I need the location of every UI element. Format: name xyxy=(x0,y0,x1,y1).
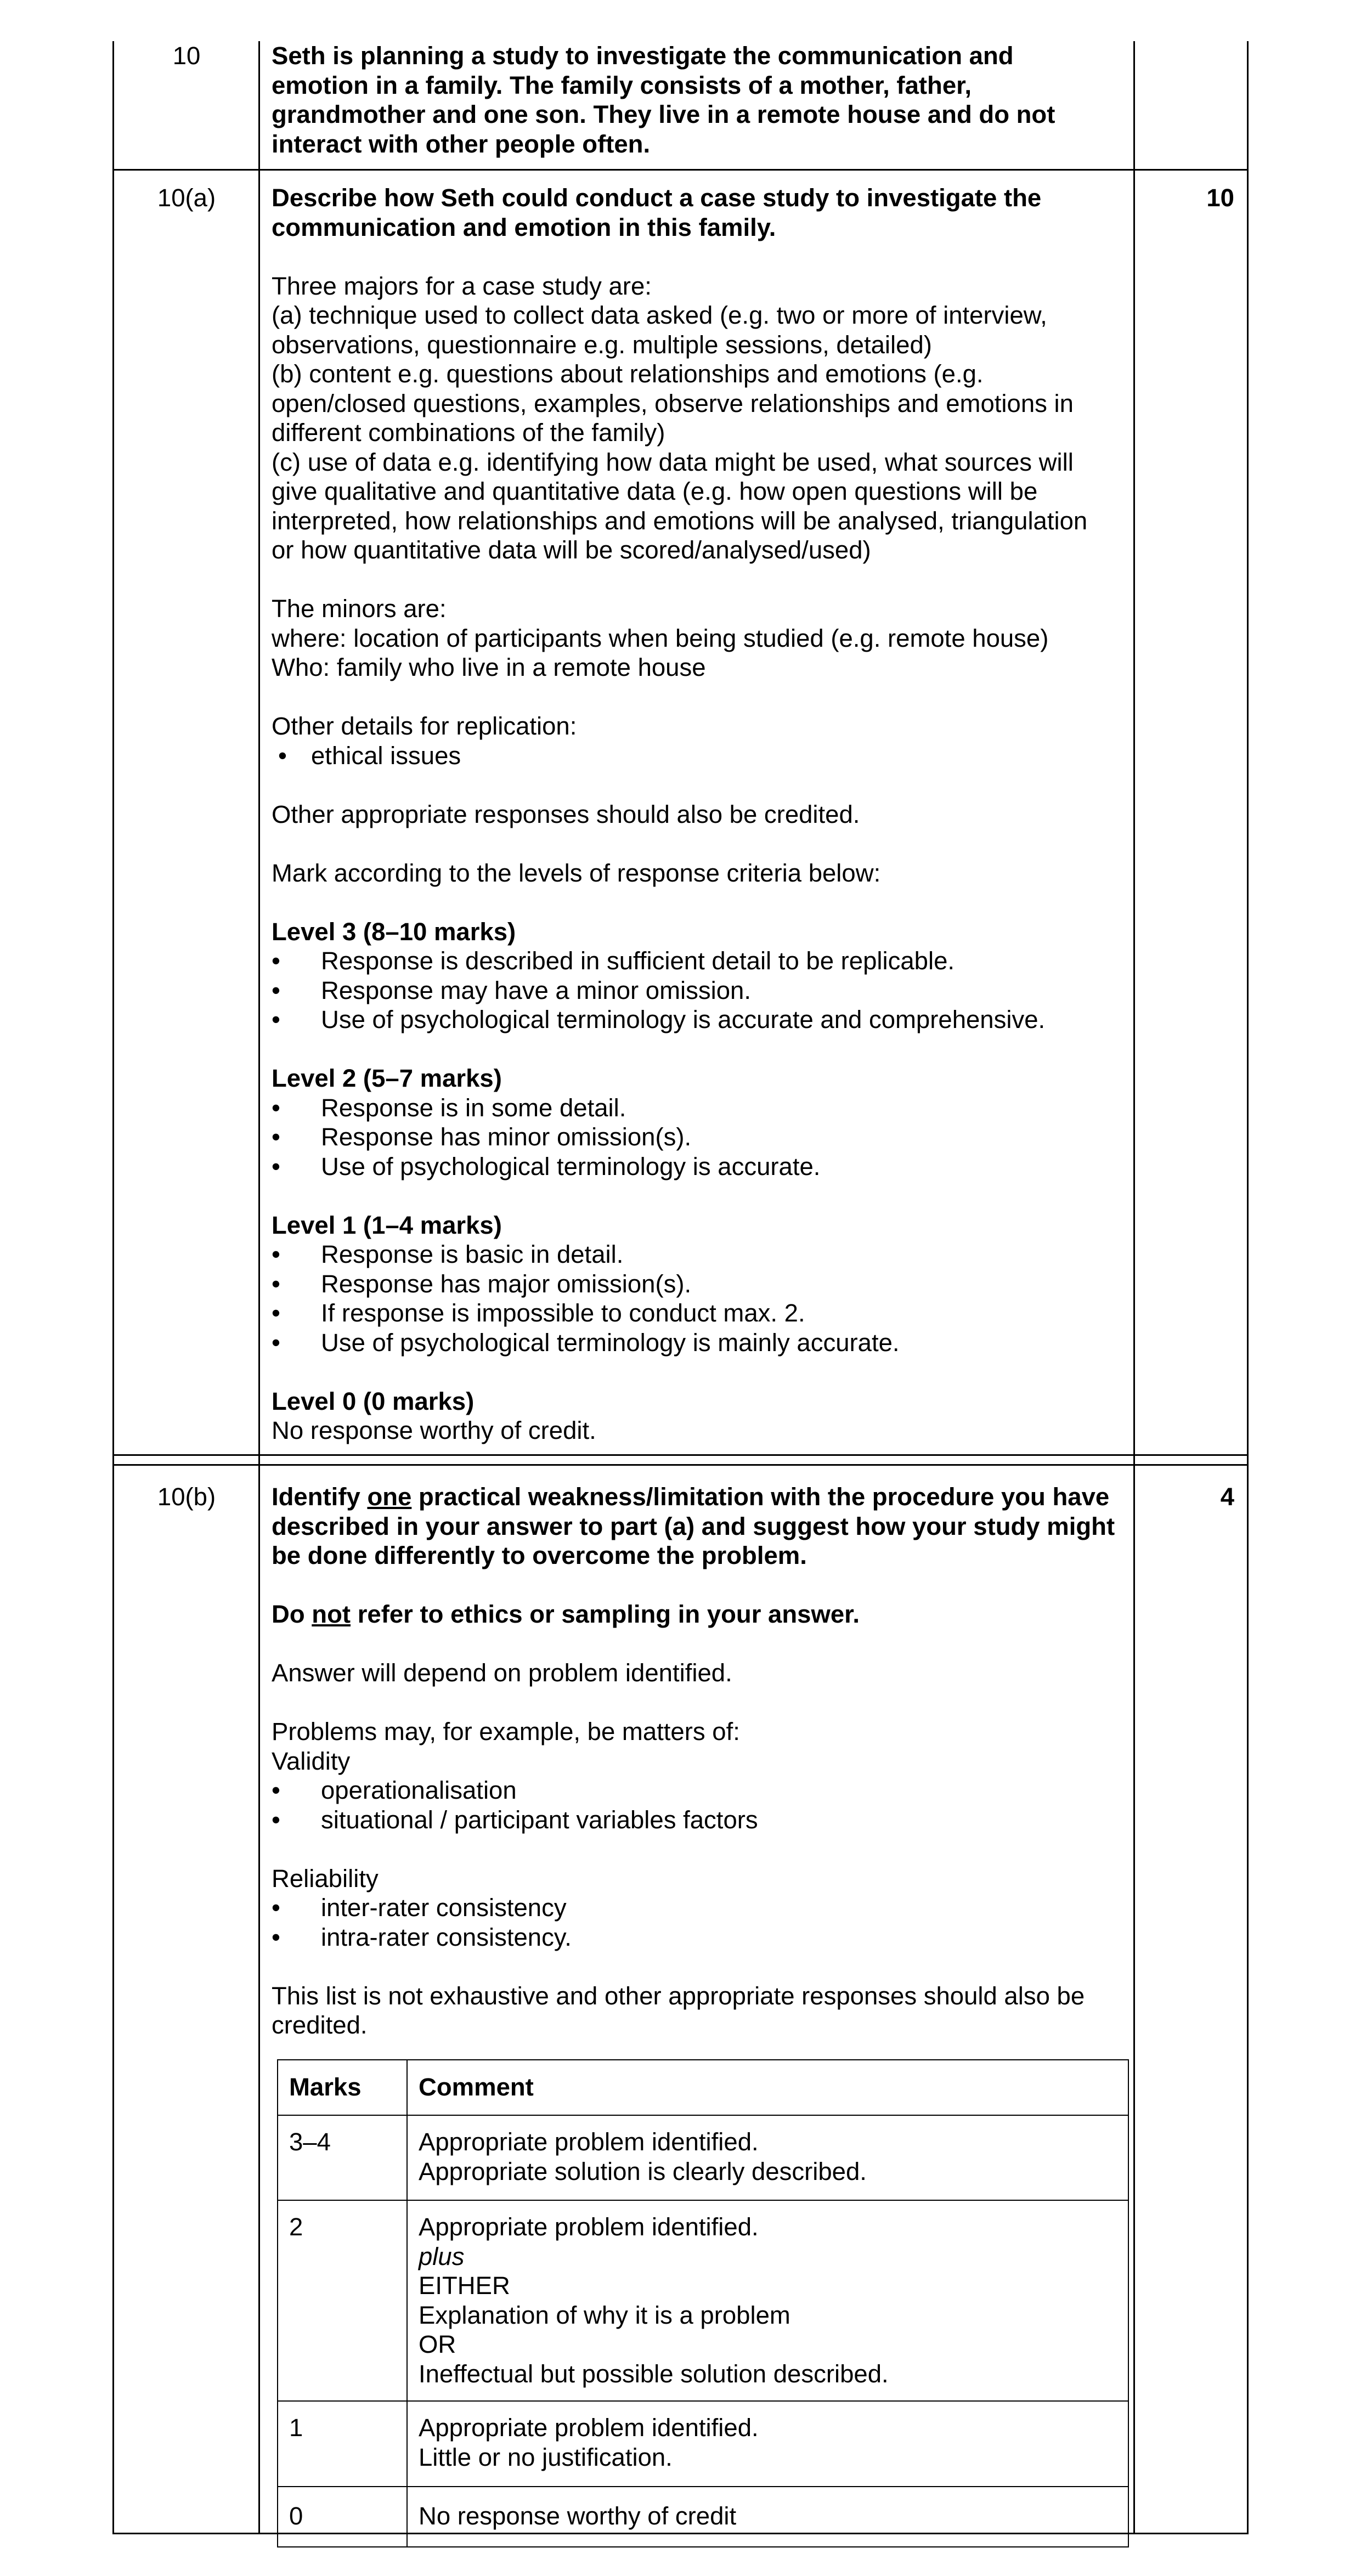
bullet-item xyxy=(272,1298,1127,1328)
table-header-comment: Comment xyxy=(419,2073,534,2101)
bullet-item xyxy=(272,1893,1127,1923)
comment-line: Explanation of why it is a problem xyxy=(419,2301,790,2329)
comment-line: Appropriate solution is clearly described. xyxy=(419,2157,867,2185)
bullet-icon: • xyxy=(272,947,280,975)
question-number-10: 10 xyxy=(172,42,201,70)
bullet-icon: • xyxy=(272,1299,280,1327)
bullet-text: inter-rater consistency xyxy=(321,1894,567,1922)
majors-intro: Three majors for a case study are: xyxy=(272,272,652,300)
bullet-icon: • xyxy=(272,1805,280,1834)
majors-line: (c) use of data e.g. identifying how data might be used, what sources will xyxy=(272,448,1074,476)
comment-line: Appropriate problem identified. xyxy=(419,2128,759,2156)
table-row-comment xyxy=(419,2212,889,2388)
row-separator-10-10a xyxy=(112,169,1249,171)
comment-line: plus xyxy=(419,2242,465,2270)
bullet-item xyxy=(272,946,1127,976)
stem-line: interact with other people often. xyxy=(272,129,651,158)
minors-line: Who: family who live in a remote house xyxy=(272,653,706,681)
comment-line: OR xyxy=(419,2330,456,2358)
mark-scheme-table xyxy=(277,2059,1129,2547)
level-1-heading: Level 1 (1–4 marks) xyxy=(272,1211,502,1239)
comment-line: Little or no justification. xyxy=(419,2443,673,2471)
comment-line: EITHER xyxy=(419,2272,510,2300)
majors-line: (a) technique used to collect data asked (e.g. two or more of interview, xyxy=(272,301,1047,329)
bullet-text: Response has minor omission(s). xyxy=(321,1123,692,1151)
bullet-icon: • xyxy=(272,1093,280,1122)
other-credit-note: Other appropriate responses should also be credited. xyxy=(272,800,860,828)
question-10-stem xyxy=(272,41,1127,159)
question-number-10a: 10(a) xyxy=(157,184,216,212)
bullet-item xyxy=(272,1122,1127,1152)
level-0-heading: Level 0 (0 marks) xyxy=(272,1387,475,1415)
comment-line: Appropriate problem identified. xyxy=(419,2414,759,2442)
answer-depends-note: Answer will depend on problem identified. xyxy=(272,1659,732,1687)
majors-line: give qualitative and quantitative data (e.g. how open questions will be xyxy=(272,477,1038,505)
question-text: practical weakness/limitation with the procedure you have xyxy=(411,1483,1110,1511)
stem-line: Seth is planning a study to investigate the communication and xyxy=(272,42,1014,70)
instruction-text: Do xyxy=(272,1600,312,1628)
bullet-item xyxy=(272,976,1127,1005)
bullet-text: Use of psychological terminology is mainly accurate. xyxy=(321,1328,900,1357)
bullet-text: situational / participant variables factors xyxy=(321,1805,758,1834)
table-header-marks: Marks xyxy=(289,2073,362,2101)
comment-line: Appropriate problem identified. xyxy=(419,2213,759,2241)
bullet-item xyxy=(272,1093,1127,1123)
minors-intro: The minors are: xyxy=(272,595,447,623)
bullet-item xyxy=(272,1805,1127,1835)
bullet-text: Response has major omission(s). xyxy=(321,1269,692,1298)
bullet-item xyxy=(272,1152,1127,1182)
bullet-icon: • xyxy=(272,976,280,1004)
comment-line: Ineffectual but possible solution described. xyxy=(419,2359,889,2388)
marks-10b: 4 xyxy=(1220,1483,1234,1511)
table-border-left xyxy=(112,41,114,2534)
instruction-text: refer to ethics or sampling in your answer. xyxy=(351,1600,860,1628)
other-details-intro: Other details for replication: xyxy=(272,712,577,740)
question-10b-body xyxy=(272,1482,1127,2040)
bullet-icon: • xyxy=(272,1152,280,1180)
bullet-item xyxy=(272,1923,1127,1952)
problems-intro: Problems may, for example, be matters of: xyxy=(272,1718,740,1745)
bullet-text: Use of psychological terminology is accurate and comprehensive. xyxy=(321,1005,1046,1033)
marks-10a: 10 xyxy=(1206,184,1234,212)
bullet-icon: • xyxy=(272,1005,280,1033)
bullet-text: ethical issues xyxy=(311,741,461,770)
majors-line: (b) content e.g. questions about relationships and emotions (e.g. xyxy=(272,360,984,388)
bullet-icon: • xyxy=(272,1123,280,1151)
minors-line: where: location of participants when being studied (e.g. remote house) xyxy=(272,624,1049,652)
question-line: be done differently to overcome the problem. xyxy=(272,1541,807,1569)
bullet-text: Response may have a minor omission. xyxy=(321,976,751,1004)
table-row-comment xyxy=(419,2127,867,2186)
table-row-comment xyxy=(419,2501,736,2531)
underlined-word: one xyxy=(367,1483,412,1511)
bullet-icon: • xyxy=(278,741,287,770)
level-2-heading: Level 2 (5–7 marks) xyxy=(272,1064,502,1092)
question-line: Describe how Seth could conduct a case study to investigate the xyxy=(272,184,1042,212)
bullet-item xyxy=(272,1269,1127,1299)
table-row-marks: 1 xyxy=(289,2414,303,2442)
question-line: described in your answer to part (a) and suggest how your study might xyxy=(272,1512,1115,1540)
comment-line: No response worthy of credit xyxy=(419,2502,737,2530)
bullet-icon: • xyxy=(272,1240,280,1268)
table-divider-number-column xyxy=(258,41,260,2534)
row-separator-10a-10b-top xyxy=(112,1454,1249,1456)
question-text: Identify xyxy=(272,1483,368,1511)
bullet-text: Response is in some detail. xyxy=(321,1093,626,1122)
majors-line: observations, questionnaire e.g. multiple sessions, detailed) xyxy=(272,330,932,359)
question-line: communication and emotion in this family. xyxy=(272,213,776,241)
question-number-10b: 10(b) xyxy=(157,1483,216,1511)
row-separator-10a-10b-bottom xyxy=(112,1464,1249,1466)
table-border-right xyxy=(1247,41,1249,2534)
bullet-icon: • xyxy=(272,1269,280,1298)
bullet-item xyxy=(272,1328,1127,1358)
level-0-text: No response worthy of credit. xyxy=(272,1416,596,1444)
level-3-heading: Level 3 (8–10 marks) xyxy=(272,917,516,946)
majors-line: open/closed questions, examples, observe relationships and emotions in xyxy=(272,389,1074,417)
stem-line: grandmother and one son. They live in a remote house and do not xyxy=(272,100,1055,128)
table-row-comment xyxy=(419,2413,759,2472)
bullet-text: intra-rater consistency. xyxy=(321,1923,572,1951)
list-note-line: credited. xyxy=(272,2011,368,2039)
majors-line: interpreted, how relationships and emotions will be analysed, triangulation xyxy=(272,506,1088,535)
mark-according-note: Mark according to the levels of response criteria below: xyxy=(272,858,881,887)
bullet-icon: • xyxy=(272,1894,280,1922)
majors-line: different combinations of the family) xyxy=(272,419,665,447)
list-note-line: This list is not exhaustive and other appropriate responses should also be xyxy=(272,1981,1085,2010)
question-10a-text xyxy=(272,183,1127,242)
instruction xyxy=(272,1600,1127,1629)
underlined-word: not xyxy=(312,1600,351,1628)
bullet-item xyxy=(272,1240,1127,1269)
question-10b-text xyxy=(272,1482,1127,1571)
bullet-text: Response is basic in detail. xyxy=(321,1240,624,1268)
bullet-text: Use of psychological terminology is accurate. xyxy=(321,1152,821,1180)
bullet-text: operationalisation xyxy=(321,1776,517,1804)
bullet-text: Response is described in sufficient detail to be replicable. xyxy=(321,947,955,975)
bullet-item xyxy=(272,741,1127,771)
table-divider-marks-column xyxy=(1133,41,1135,2534)
table-row-marks: 2 xyxy=(289,2213,303,2241)
majors-line: or how quantitative data will be scored/analysed/used) xyxy=(272,536,871,564)
validity-label: Validity xyxy=(272,1747,351,1775)
bullet-icon: • xyxy=(272,1776,280,1804)
table-row-marks: 0 xyxy=(289,2502,303,2530)
bullet-icon: • xyxy=(272,1923,280,1951)
bullet-item xyxy=(272,1005,1127,1035)
reliability-label: Reliability xyxy=(272,1864,379,1893)
bullet-text: If response is impossible to conduct max. 2. xyxy=(321,1299,805,1327)
question-10a-body xyxy=(272,183,1127,1445)
bullet-icon: • xyxy=(272,1328,280,1357)
table-row-marks: 3–4 xyxy=(289,2128,331,2156)
stem-line: emotion in a family. The family consists of a mother, father, xyxy=(272,71,972,99)
bullet-item xyxy=(272,1776,1127,1805)
